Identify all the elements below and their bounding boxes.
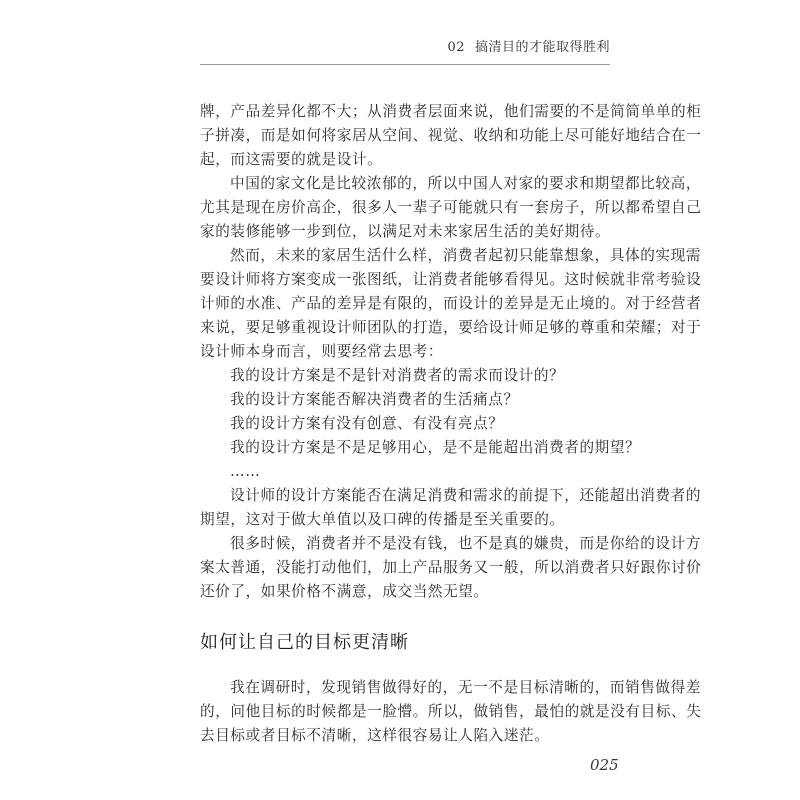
- text-line: 要设计师将方案变成一张图纸，让消费者能够看得见。这时候就非常考验设: [200, 271, 702, 288]
- text-line: 去目标或者目标不清晰，这样很容易让人陷入迷茫。: [200, 727, 550, 744]
- text-line: 设计师的设计方案能否在满足消费和需求的前提下，还能超出消费者的: [230, 487, 702, 504]
- text-line: 案太普通，没能打动他们，加上产品服务又一般，所以消费者只好跟你讨价: [200, 559, 702, 576]
- running-header: [447, 36, 610, 55]
- text-line: 设计师本身而言，则要经常去思考：: [200, 343, 444, 360]
- text-line: 来说，要足够重视设计师团队的打造，要给设计师足够的尊重和荣耀；对于: [200, 319, 702, 336]
- page-number: 025: [590, 756, 619, 774]
- chapter-title: 搞清目的才能取得胜利: [474, 40, 610, 55]
- text-line: 期望，这对于做大单值以及口碑的传播是至关重要的。: [200, 511, 565, 528]
- text-line: 子拼凑，而是如何将家居从空间、视觉、收纳和功能上尽可能好地结合在一: [200, 127, 702, 144]
- text-line: 很多时候，消费者并不是没有钱，也不是真的嫌贵，而是你给的设计方: [230, 535, 702, 552]
- ellipsis-line: ……: [230, 463, 261, 480]
- text-line: 的，问他目标的时候都是一脸懵。所以，做销售，最怕的就是没有目标、失: [200, 703, 702, 720]
- text-line: 然而，未来的家居生活什么样，消费者起初只能靠想象，具体的实现需: [230, 247, 702, 264]
- text-line: 牌，产品差异化都不大；从消费者层面来说，他们需要的不是简简单单的柜: [200, 103, 702, 120]
- text-line: 家的装修能够一步到位，以满足对未来家居生活的美好期待。: [200, 223, 611, 240]
- chapter-number: 02: [447, 40, 465, 55]
- text-line: 起，而这需要的就是设计。: [200, 151, 383, 168]
- question-line: 我的设计方案是不是足够用心，是不是能超出消费者的期望？: [230, 439, 641, 456]
- question-line: 我的设计方案能否解决消费者的生活痛点？: [230, 391, 519, 408]
- text-line: 还价了，如果价格不满意，成交当然无望。: [200, 583, 489, 600]
- section-heading: 如何让自己的目标更清晰: [200, 632, 409, 653]
- question-line: 我的设计方案是不是针对消费者的需求而设计的？: [230, 367, 565, 384]
- text-line: 尤其是现在房价高企，很多人一辈子可能就只有一套房子，所以都希望自己: [200, 199, 702, 216]
- question-line: 我的设计方案有没有创意、有没有亮点？: [230, 415, 504, 432]
- text-line: 我在调研时，发现销售做得好的，无一不是目标清晰的，而销售做得差: [230, 679, 702, 696]
- page-body: [200, 100, 702, 748]
- header-divider: [200, 64, 610, 65]
- text-line: 计师的水准、产品的差异是有限的，而设计的差异是无止境的。对于经营者: [200, 295, 702, 312]
- text-line: 中国的家文化是比较浓郁的，所以中国人对家的要求和期望都比较高，: [230, 175, 702, 192]
